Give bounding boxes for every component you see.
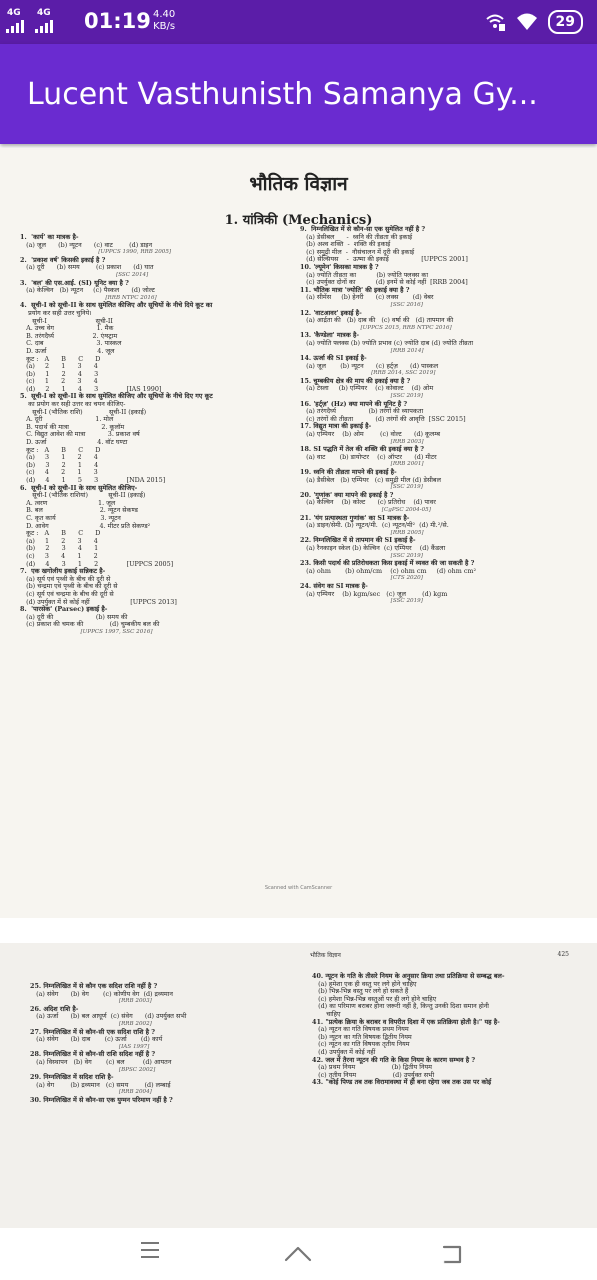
question-line: (a) संवेग (b) दाब (c) ऊर्जा (d) कार्य bbox=[30, 1035, 163, 1044]
question-line: C. कृत कार्य 3. न्यूटन bbox=[20, 513, 121, 522]
page-number: 425 bbox=[557, 951, 569, 958]
question-line: कूट : A B C D bbox=[20, 354, 101, 363]
question-line: 12. 'वाटआवर' इकाई है- bbox=[300, 308, 362, 317]
question-line: 15. चुम्बकीय क्षेत्र की माप की इकाई क्या है ? bbox=[300, 376, 411, 385]
question-line: D. ऊर्जा 4. जूल bbox=[20, 346, 115, 355]
question-line: A. दूरी 1. मोल bbox=[20, 415, 114, 424]
page-heading: भौतिक विज्ञान bbox=[249, 173, 348, 195]
question-line: 3. 'बल' की एस.आई. (SI) यूनिट क्या है ? bbox=[20, 278, 129, 287]
question-line: C. दाब 3. पास्कल bbox=[20, 339, 122, 348]
status-icons bbox=[484, 10, 583, 34]
question-line: 6. सूची-I को सूची-II के साथ सुमेलित कीजिए- bbox=[20, 483, 138, 492]
question-line: A. त्वरण 1. जूल bbox=[20, 498, 116, 507]
question-line: 30. निम्नलिखित में से कौन-सा एक युग्मन परिमाण नहीं है ? bbox=[30, 1095, 173, 1104]
clock: 01:19 bbox=[84, 9, 151, 33]
question-line: [RRB NTPC 2016] bbox=[20, 294, 157, 301]
question-line: D. आवेग 4. मीटर प्रति सेकण्ड² bbox=[20, 521, 151, 530]
question-line: (c) प्रकाश की चमक की (d) चुम्बकीय बल की bbox=[20, 620, 160, 629]
page2-left-column bbox=[30, 983, 186, 1105]
home-icon[interactable] bbox=[278, 1242, 318, 1266]
question-line: 16. 'हर्ट्ज़' (Hz) क्या मापने की यूनिट है ? bbox=[300, 399, 408, 408]
question-line: का प्रयोग कर सही उत्तर का चयन कीजिए- bbox=[20, 400, 126, 409]
question-line: (d) सेल्सियस - ऊष्मा की इकाई [UPPCS 2001] bbox=[300, 255, 468, 264]
question-line: (a) टेस्ला (b) एम्पियर (c) कोवाल्ट (d) ओम bbox=[300, 384, 434, 393]
question-line: (a) न्यूटन का गति विषयक प्रथम नियम bbox=[312, 1025, 409, 1034]
question-line: (a) जूल (b) न्यूटन (c) हर्ट्ज़ (d) पास्कल bbox=[300, 361, 439, 370]
question-line: [RRB 2004] bbox=[30, 1089, 152, 1096]
wifi-hotspot-icon bbox=[484, 11, 506, 33]
question-line: 26. अदिश राशि है- bbox=[30, 1004, 79, 1013]
question-line: [CTS 2020] bbox=[300, 575, 423, 582]
wifi-icon bbox=[516, 12, 538, 32]
running-head: भौतिक विज्ञान bbox=[310, 952, 341, 959]
question-line: सूची-I (भौतिक राशियां) सूची-II (इकाई) bbox=[20, 491, 146, 500]
question-line: [UPPCS 1990, RRB 2005] bbox=[20, 249, 172, 256]
question-line: (b) 1 2 4 3 bbox=[20, 369, 99, 378]
question-line: (b) 3 2 1 4 bbox=[20, 460, 99, 469]
question-line: (a) ज्योति तीव्रता का (b) ज्योति फ्लक्स का bbox=[300, 270, 428, 279]
question-line: (c) हमेशा भिन्न-भिन्न वस्तुओं पर ही लगे होने चाहिए bbox=[312, 994, 437, 1003]
question-line: (d) 2 1 4 3 [IAS 1990] bbox=[20, 384, 162, 393]
question-line: (d) उपर्युक्त में कोई नहीं bbox=[312, 1047, 376, 1056]
question-line: (a) 1 2 3 4 bbox=[20, 536, 98, 545]
question-line: (a) वेग (b) द्रव्यमान (c) समय (d) लम्बाई bbox=[30, 1080, 171, 1089]
question-line: (a) केल्विन (b) कोल्ट (c) प्रतिरोध (d) पावर bbox=[300, 498, 436, 507]
question-line: (a) डाइन/सेमी. (b) न्यूटन/मी. (c) न्यूटन/मी² (d) मी.²/से. bbox=[300, 521, 449, 530]
question-line: 17. विद्युत मात्रा की इकाई है- bbox=[300, 422, 372, 431]
question-line: [SSC 2016] bbox=[300, 301, 423, 308]
question-line: प्रयोग कर सही उत्तर चुनिये। bbox=[20, 308, 92, 317]
question-line: (a) केल्विन (b) न्यूटन (c) पैस्कल (d) जोल्ट bbox=[20, 286, 155, 295]
question-line: (a) 3 1 2 4 bbox=[20, 453, 98, 462]
question-line: [SSC 2019] bbox=[300, 598, 423, 605]
question-line: [SSC 2019] bbox=[300, 552, 423, 559]
question-line: 5. सूची-I को सूची-II के साथ सुमेलित कीजिए और सूचियों के नीचे दिए गए कूट bbox=[20, 392, 213, 401]
document-viewer[interactable] bbox=[0, 148, 597, 1228]
question-line: (b) 2 3 4 1 bbox=[20, 544, 99, 553]
question-line: (a) एम्पियर (b) kgm/sec (c) जूल (d) kgm bbox=[300, 589, 448, 598]
question-line: (a) डेसीबल - ध्वनि की तीव्रता की इकाई bbox=[300, 232, 413, 241]
question-line: (d) का परिमाण बराबर होना जरूरी नहीं है, किन्तु उनकी दिशा समान होनी bbox=[312, 1002, 489, 1011]
app-bar bbox=[0, 44, 597, 144]
battery-icon: 29 bbox=[548, 10, 583, 34]
question-line: [RRB 2014, SSC 2019] bbox=[300, 370, 436, 377]
question-line: C. विद्युत आवेश की मात्रा 3. प्रकाश वर्ष bbox=[20, 430, 140, 439]
question-line: (a) संवेग (b) वेग (c) कोणीय वेग (d) द्रव्यमान bbox=[30, 989, 173, 998]
question-line: 41. "प्रत्येक क्रिया के बराबर व विपरीत दिशा में एक प्रतिक्रिया होती है।" यह है- bbox=[312, 1017, 500, 1026]
question-line: B. पदार्थ की मात्रा 2. कूलॉम bbox=[20, 422, 125, 431]
question-line: (a) डैसीबेल (b) एम्पियर (c) समुद्री मील (d) डेसीबल bbox=[300, 475, 441, 484]
question-line: (a) दूरी की (b) समय की bbox=[20, 612, 128, 621]
question-line: 1. 'कार्य' का मात्रक है- bbox=[20, 233, 79, 241]
question-line: (d) उपर्युक्त में से कोई नहीं [UPPCS 2013] bbox=[20, 597, 177, 606]
question-line: [IAS 1997] bbox=[30, 1043, 150, 1050]
question-line: [CgPSC 2004-05] bbox=[300, 506, 431, 513]
question-line: [SSC 2019] bbox=[300, 393, 423, 400]
question-line: (a) सूर्य एवं पृथ्वी के बीच की दूरी से bbox=[20, 574, 111, 583]
question-line: 13. 'कैण्डेला' मात्रक है- bbox=[300, 331, 360, 340]
signal-icon bbox=[6, 19, 28, 33]
question-line: (a) हमेशा एक ही वस्तु पर लगे होने चाहिए bbox=[312, 979, 417, 988]
question-line: [BPSC 2002] bbox=[30, 1066, 156, 1073]
question-line: 21. 'यंग प्रत्यास्थता गुणांक' का SI मात्रक है- bbox=[300, 513, 410, 522]
question-line: 19. ध्वनि की तीव्रता मापने की इकाई है- bbox=[300, 468, 397, 476]
question-line: 24. संवेग का SI मात्रक है- bbox=[300, 581, 368, 590]
question-line: [RRB 2014] bbox=[300, 347, 424, 354]
app-title: Lucent Vasthunisth Samanya Gy... bbox=[27, 77, 538, 112]
question-line: [UPPCS 2015, RRB NTPC 2016] bbox=[300, 324, 452, 331]
question-line: 4. सूची-I को सूची-II के साथ सुमेलित कीजिए और सूचियों के नीचे दिये कूट का bbox=[20, 301, 213, 310]
question-line: 14. ऊर्जा की SI इकाई है- bbox=[300, 354, 367, 363]
question-line: B. तरंगदैर्घ्य 2. एंग्स्ट्राम bbox=[20, 331, 118, 340]
speed-unit: KB/s bbox=[153, 21, 176, 32]
question-line: (a) विस्थापन (b) वेग (c) बल (d) आयतन bbox=[30, 1057, 172, 1066]
question-line: (b) भिन्न-भिन्न वस्तु पर लगे हो सकते हैं bbox=[312, 987, 409, 996]
navigation-bar bbox=[0, 1228, 597, 1280]
question-line: 11. भौतिक मात्रा 'ज्योति' की इकाई क्या है ? bbox=[300, 285, 410, 294]
question-line: 10. 'ल्यूमेन' किसका मात्रक है ? bbox=[300, 262, 379, 271]
question-line: 40. न्यूटन के गति के तीसरे नियम के अनुसार क्रिया तथा प्रतिक्रिया से सम्बद्ध बल- bbox=[312, 972, 505, 980]
network-type-1: 4G bbox=[7, 8, 21, 18]
question-line: D. ऊर्जा 4. वॉट घण्टा bbox=[20, 438, 128, 447]
question-line: 22. निम्नलिखित में से तापमान की SI इकाई है- bbox=[300, 536, 416, 545]
question-line: सूची-I (भौतिक राशि) सूची-II (इकाई) bbox=[20, 407, 147, 416]
question-line: (a) वाट (b) डायोप्टर (c) ऑप्टर (d) मीटर bbox=[300, 452, 437, 461]
question-line: कूट : A B C D bbox=[20, 445, 101, 454]
question-line: (a) आर्द्रता की (b) दाब की (c) वर्षा की (d) तापमान की bbox=[300, 316, 454, 325]
question-line: (d) 4 3 1 2 [UPPCS 2005] bbox=[20, 559, 174, 568]
question-line: (c) 1 2 3 4 bbox=[20, 377, 98, 386]
question-line: 18. SI पद्धति में तेल की शक्ति की इकाई क्या है ? bbox=[300, 445, 424, 454]
question-line: (a) ohm (b) ohm/cm (c) ohm cm (d) ohm cm² bbox=[300, 566, 477, 575]
question-line: (c) उपर्युक्त दोनों का (d) इनमें से कोई नहीं [RRB 2004] bbox=[300, 278, 468, 287]
question-line: 42. जल में तैरना न्यूटन की गति के किस नियम के कारण सम्भव है ? bbox=[312, 1055, 476, 1064]
question-line: [RRB 2001] bbox=[300, 461, 424, 468]
question-line: कूट : A B C D bbox=[20, 529, 101, 538]
question-line: [SSC 2014] bbox=[20, 271, 149, 278]
question-line: (c) सूर्य एवं चन्द्रमा के बीच की दूरी से bbox=[20, 589, 114, 598]
speed-value: 4.40 bbox=[153, 9, 176, 20]
question-line: (a) एम्पियर (b) ओम (c) वोल्ट (d) कूलम्ब bbox=[300, 430, 441, 439]
question-line: [RRB 2005] bbox=[300, 529, 424, 536]
question-line: (c) तरंगों की तीव्रता (d) तरंगों की आवृत्ति [SSC 2015] bbox=[300, 414, 466, 423]
page-1 bbox=[0, 148, 597, 918]
question-line: (a) ऊर्जा (b) बल आघूर्ण (c) संवेग (d) उपर्युक्त सभी bbox=[30, 1012, 187, 1021]
back-icon[interactable] bbox=[432, 1242, 472, 1266]
question-line: 9. निम्नलिखित में से कौन-सा एक सुमेलित नहीं है ? bbox=[300, 225, 426, 233]
question-line: 27. निम्नलिखित में से कौन-सी एक सदिश राशि है ? bbox=[30, 1027, 155, 1036]
recent-apps-icon[interactable] bbox=[130, 1242, 170, 1266]
question-line: 7. एक खगोलीय इकाई सन्निकट है- bbox=[20, 567, 106, 576]
question-line: 43. "कोई पिण्ड तब तक विरामावस्था में ही बना रहेगा जब तक उस पर कोई bbox=[312, 1078, 492, 1087]
question-line: चाहिए bbox=[312, 1009, 341, 1018]
question-line: (b) अश्व शक्ति - शक्ति की इकाई bbox=[300, 240, 391, 249]
question-line: 20. 'गुणांक' क्या मापने की इकाई है ? bbox=[300, 490, 394, 499]
question-line: (a) ज्योति फ्लक्स (b) ज्योति प्रभाव (c) ज्योति दाब (d) ज्योति तीव्रता bbox=[300, 338, 473, 347]
question-line: A. उच्च वेग 1. मैक bbox=[20, 324, 114, 333]
question-line: [RRB 2002] bbox=[30, 1020, 152, 1027]
question-line: (a) तरंगदैर्घ्य (b) तरंगों की व्यापकता bbox=[300, 407, 424, 416]
question-line: [RRB 2003] bbox=[300, 438, 424, 445]
question-line: (a) 2 1 3 4 bbox=[20, 362, 98, 371]
right-question-column bbox=[300, 226, 476, 606]
question-line: (c) 4 2 1 3 bbox=[20, 468, 98, 477]
question-line: 8. 'पारसेक' (Parsec) इकाई है- bbox=[20, 605, 108, 614]
question-line: B. बल 2. न्यूटन सेकण्ड bbox=[20, 506, 138, 515]
question-line: [SSC 2019] bbox=[300, 484, 423, 491]
question-line: 28. निम्नलिखित में से कौन-सी राशि सदिश नहीं है ? bbox=[30, 1050, 156, 1059]
left-question-column bbox=[20, 234, 213, 636]
question-line: (c) न्यूटन का गति विषयक तृतीय नियम bbox=[312, 1040, 410, 1049]
question-line: 29. निम्नलिखित में सदिश राशि है- bbox=[30, 1073, 114, 1082]
question-line: 2. 'प्रकाश वर्ष' किसकी इकाई है ? bbox=[20, 255, 106, 264]
question-line: (b) चन्द्रमा एवं पृथ्वी के बीच की दूरी से bbox=[20, 582, 118, 591]
status-bar bbox=[0, 0, 597, 44]
question-line: (c) समुद्री मील - नौसंचालन में दूरी की इकाई bbox=[300, 247, 415, 256]
question-line: (d) 4 1 5 3 [NDA 2015] bbox=[20, 476, 166, 484]
question-line: (a) प्रथम नियम (b) द्वितीय नियम bbox=[312, 1063, 432, 1072]
question-line: सूची-I सूची-II bbox=[20, 316, 113, 325]
question-line: [UPPCS 1997, SSC 2016] bbox=[20, 628, 153, 635]
question-line: (a) जूल (b) न्यूटन (c) वाट (d) डाइन bbox=[20, 240, 152, 249]
scanned-label: Scanned with CamScanner bbox=[264, 885, 333, 891]
question-line: 23. किसी पदार्थ की प्रतिरोधकता किस इकाई में व्यक्त की जा सकती है ? bbox=[300, 559, 475, 568]
question-line: (c) 3 4 1 2 bbox=[20, 551, 98, 560]
question-line: (a) सीमेंस (b) हेनरी (c) लक्स (d) वेबर bbox=[300, 293, 434, 302]
question-line: (a) रैनकाइन स्केल (b) केल्विन (c) एम्पियर (d) कैंडला bbox=[300, 543, 446, 552]
network-type-2: 4G bbox=[37, 8, 51, 18]
question-line: (b) न्यूटन का गति विषयक द्वितीय नियम bbox=[312, 1032, 412, 1041]
network-speed bbox=[153, 9, 175, 33]
question-line: (c) तृतीय नियम (d) उपर्युक्त सभी bbox=[312, 1070, 435, 1079]
page2-right-column bbox=[312, 973, 505, 1087]
signal-icon-2 bbox=[35, 19, 57, 33]
chapter-title: 1. यांत्रिकी (Mechanics) bbox=[224, 213, 373, 228]
question-line: 25. निम्नलिखित में से कौन एक सदिश राशि नहीं है ? bbox=[30, 982, 158, 990]
question-line: (a) दूरी (b) समय (c) प्रकाश (d) घात bbox=[20, 263, 154, 272]
page-2 bbox=[0, 943, 597, 1228]
question-line: [RRB 2003] bbox=[30, 998, 152, 1005]
